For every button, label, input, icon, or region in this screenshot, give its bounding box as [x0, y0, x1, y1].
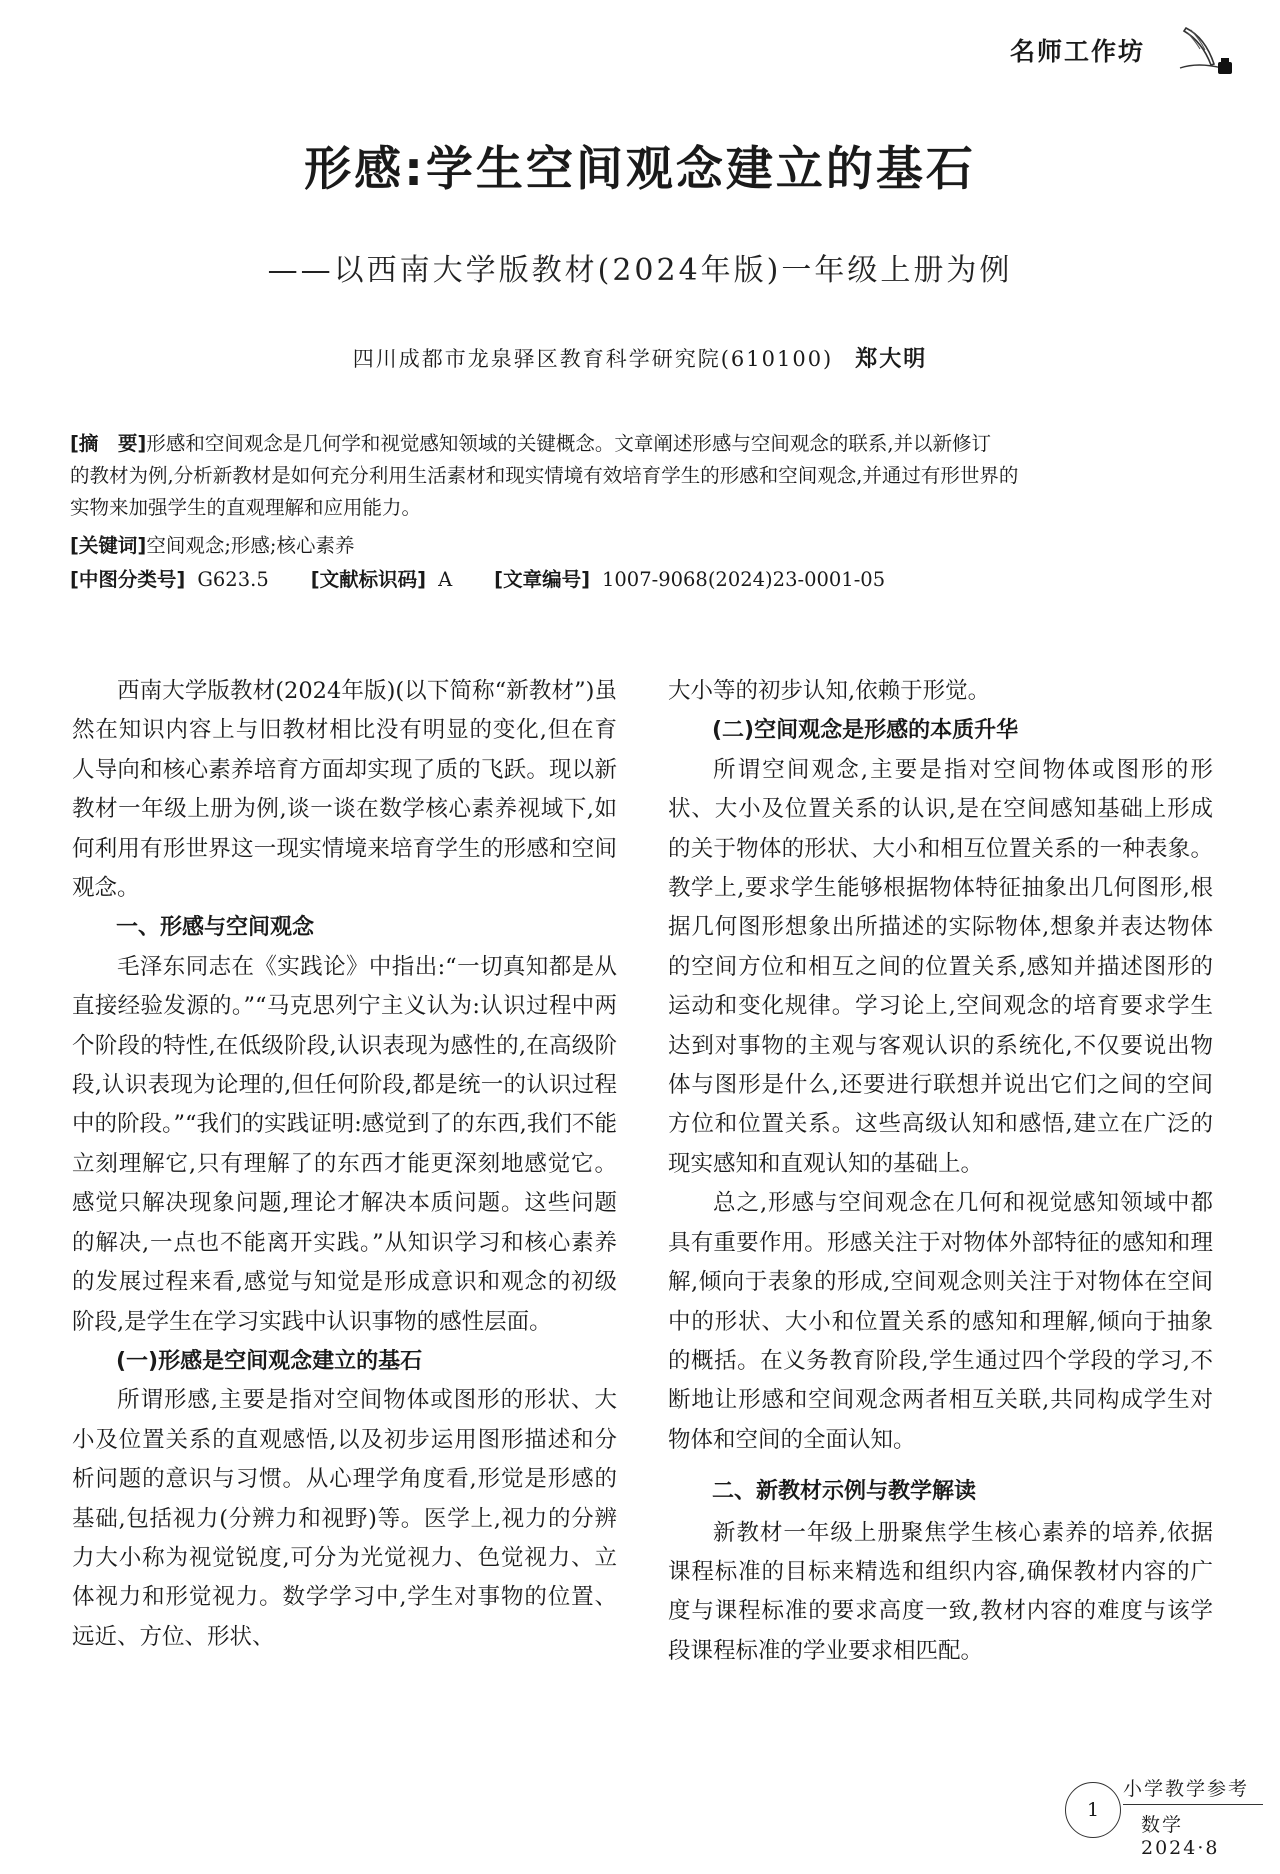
- subsection-heading-1-2: (二)空间观念是形感的本质升华: [712, 718, 1019, 744]
- keywords-line: [70, 530, 354, 561]
- article-number-label: [文章编号]: [494, 568, 590, 591]
- abstract-line-1: [70, 428, 991, 459]
- paragraph-continuation: 大小等的初步认知,依赖于形觉。: [668, 678, 991, 704]
- right-column: [668, 672, 1213, 1671]
- article-subtitle: ——以西南大学版教材(2024年版)一年级上册为例: [267, 253, 1013, 288]
- abstract-line-3: 实物来加强学生的直观理解和应用能力。: [70, 496, 422, 519]
- article-title: 形感:学生空间观念建立的基石: [304, 142, 976, 197]
- author-name: 郑大明: [855, 347, 928, 372]
- subsection-heading-1-1: (一)形感是空间观念建立的基石: [116, 1348, 423, 1374]
- section-label: 名师工作坊: [1010, 37, 1146, 66]
- abstract-label: [摘 要]: [70, 432, 147, 455]
- page-number: 1: [1065, 1782, 1121, 1838]
- paragraph-spatial-concept: 所谓空间观念,主要是指对空间物体或图形的形状、大小及位置关系的认识,是在空间感知基础上形成的关于物体的形状、大小和相互位置关系的一种表象。教学上,要求学生能够根据物体特征抽象出几何图形,根据几何图形想象出所描述的实际物体,想象并表达物体的空间方位和相互之间的位置关系,感知并描述图形的运动和变化规律。学习论上,空间观念的培育要求学生达到对事物的主观与客观认识的系统化,不仅要说出物体与图形是什么,还要进行联想并说出它们之间的空间方位和位置关系。这些高级认知和感悟,建立在广泛的现实感知和直观认知的基础上。: [668, 756, 1213, 1177]
- doc-code-label: [文献标识码]: [310, 568, 427, 591]
- paragraph-shape-sense: 所谓形感,主要是指对空间物体或图形的形状、大小及位置关系的直观感悟,以及初步运用图形描述和分析问题的意识与习惯。从心理学角度看,形觉是形感的基础,包括视力(分辨力和视野)等。医学上,视力的分辨力大小称为视觉锐度,可分为光觉视力、色觉视力、立体视力和形觉视力。数学学习中,学生对事物的位置、远近、方位、形状、: [72, 1387, 617, 1650]
- page-footer: [1065, 1768, 1265, 1859]
- paragraph-new-textbook: 新教材一年级上册聚焦学生核心素养的培养,依据课程标准的目标来精选和组织内容,确保教材内容的广度与课程标准的要求高度一致,教材内容的难度与该学段课程标准的学业要求相匹配。: [668, 1519, 1213, 1664]
- keywords-label: [关键词]: [70, 534, 147, 557]
- keywords-text: 空间观念;形感;核心素养: [146, 534, 355, 557]
- journal-issue: 数学 2024·8: [1141, 1814, 1220, 1859]
- journal-name: 小学教学参考: [1123, 1774, 1263, 1805]
- author-line: [0, 342, 1280, 373]
- clc-value: G623.5: [197, 568, 269, 591]
- intro-paragraph: 西南大学版教材(2024年版)(以下简称“新教材”)虽然在知识内容上与旧教材相比没有明显的变化,但在育人导向和核心素养培育方面却实现了质的飞跃。现以新教材一年级上册为例,谈一谈在数学核心素养视域下,如何利用有形世界这一现实情境来培育学生的形感和空间观念。: [72, 678, 617, 902]
- clc-label: [中图分类号]: [70, 568, 186, 591]
- author-affiliation: 四川成都市龙泉驿区教育科学研究院(610100): [352, 347, 834, 371]
- section-heading-1: 一、形感与空间观念: [116, 915, 315, 941]
- classification-line: [70, 564, 927, 595]
- section-heading-2: 二、新教材示例与教学解读: [712, 1479, 977, 1505]
- paragraph-summary: 总之,形感与空间观念在几何和视觉感知领域中都具有重要作用。形感关注于对物体外部特征的感知和理解,倾向于表象的形成,空间观念则关注于对物体在空间中的形状、大小和位置关系的感知和理解,倾向于抽象的概括。在义务教育阶段,学生通过四个学段的学习,不断地让形感和空间观念两者相互关联,共同构成学生对物体和空间的全面认知。: [668, 1190, 1213, 1453]
- quill-inkwell-icon: [1178, 24, 1238, 80]
- abstract-text-1: 形感和空间观念是几何学和视觉感知领域的关键概念。文章阐述形感与空间观念的联系,并以新修订: [146, 432, 992, 455]
- doc-code-value: A: [438, 568, 453, 591]
- abstract-line-2: 的教材为例,分析新教材是如何充分利用生活素材和现实情境有效培育学生的形感和空间观念,并通过有形世界的: [70, 464, 1019, 487]
- paragraph-practice-theory: 毛泽东同志在《实践论》中指出:“一切真知都是从直接经验发源的。”“马克思列宁主义认为:认识过程中两个阶段的特性,在低级阶段,认识表现为感性的,在高级阶段,认识表现为论理的,但任何阶段,都是统一的认识过程中的阶段。”“我们的实践证明:感觉到了的东西,我们不能立刻理解它,只有理解了的东西才能更深刻地感觉它。感觉只解决现象问题,理论才解决本质问题。这些问题的解决,一点也不能离开实践。”从知识学习和核心素养的发展过程来看,感觉与知觉是形成意识和观念的初级阶段,是学生在学习实践中认识事物的感性层面。: [72, 953, 617, 1335]
- section-header: [1010, 24, 1250, 84]
- left-column: [72, 672, 617, 1657]
- article-number-value: 1007-9068(2024)23-0001-05: [601, 568, 886, 591]
